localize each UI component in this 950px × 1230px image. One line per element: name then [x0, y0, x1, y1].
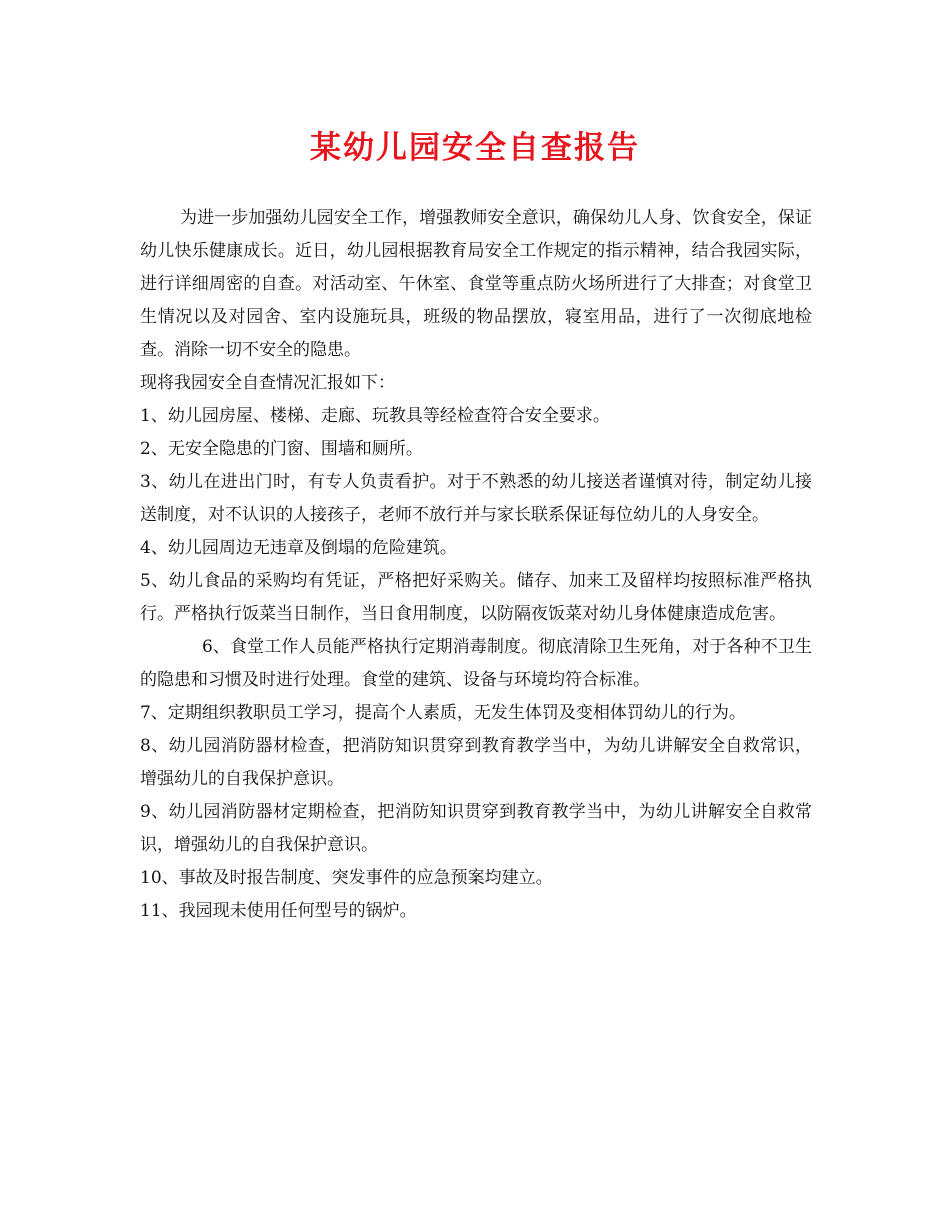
list-item: 5、幼儿食品的采购均有凭证，严格把好采购关。储存、加来工及留样均按照标准严格执行。严格执行饭菜当日制作，当日食用制度，以防隔夜饭菜对幼儿身体健康造成危害。 — [140, 571, 812, 624]
list-item: 11、我园现未使用任何型号的锅炉。 — [140, 901, 417, 921]
list-item: 4、幼儿园周边无违章及倒塌的危险建筑。 — [140, 538, 457, 558]
list-item: 2、无安全隐患的门窗、围墙和厕所。 — [140, 439, 423, 459]
list-item: 10、事故及时报告制度、突发事件的应急预案均建立。 — [140, 868, 553, 888]
document-title: 某幼儿园安全自查报告 — [310, 130, 640, 166]
list-item: 6、食堂工作人员能严格执行定期消毒制度。彻底清除卫生死角，对于各种不卫生的隐患和习惯及时进行处理。食堂的建筑、设备与环境均符合标准。 — [140, 637, 812, 690]
list-item: 1、幼儿园房屋、楼梯、走廊、玩教具等经检查符合安全要求。 — [140, 406, 610, 426]
document-body — [140, 202, 812, 928]
lead-paragraph: 现将我园安全自查情况汇报如下： — [140, 373, 395, 393]
list-item: 8、幼儿园消防器材检查，把消防知识贯穿到教育教学当中，为幼儿讲解安全自救常识，增强幼儿的自我保护意识。 — [140, 736, 812, 789]
list-item: 7、定期组织教职员工学习，提高个人素质，无发生体罚及变相体罚幼儿的行为。 — [140, 703, 746, 723]
list-item: 9、幼儿园消防器材定期检查，把消防知识贯穿到教育教学当中，为幼儿讲解安全自救常识，增强幼儿的自我保护意识。 — [140, 802, 812, 855]
intro-paragraph: 为进一步加强幼儿园安全工作，增强教师安全意识，确保幼儿人身、饮食安全，保证幼儿快乐健康成长。近日，幼儿园根据教育局安全工作规定的指示精神，结合我园实际，进行详细周密的自查。对活动室、午休室、食堂等重点防火场所进行了大排查；对食堂卫生情况以及对园舍、室内设施玩具，班级的物品摆放，寝室用品，进行了一次彻底地检查。消除一切不安全的隐患。 — [140, 208, 812, 360]
list-item: 3、幼儿在进出门时，有专人负责看护。对于不熟悉的幼儿接送者谨慎对待，制定幼儿接送制度，对不认识的人接孩子，老师不放行并与家长联系保证每位幼儿的人身安全。 — [140, 472, 812, 525]
